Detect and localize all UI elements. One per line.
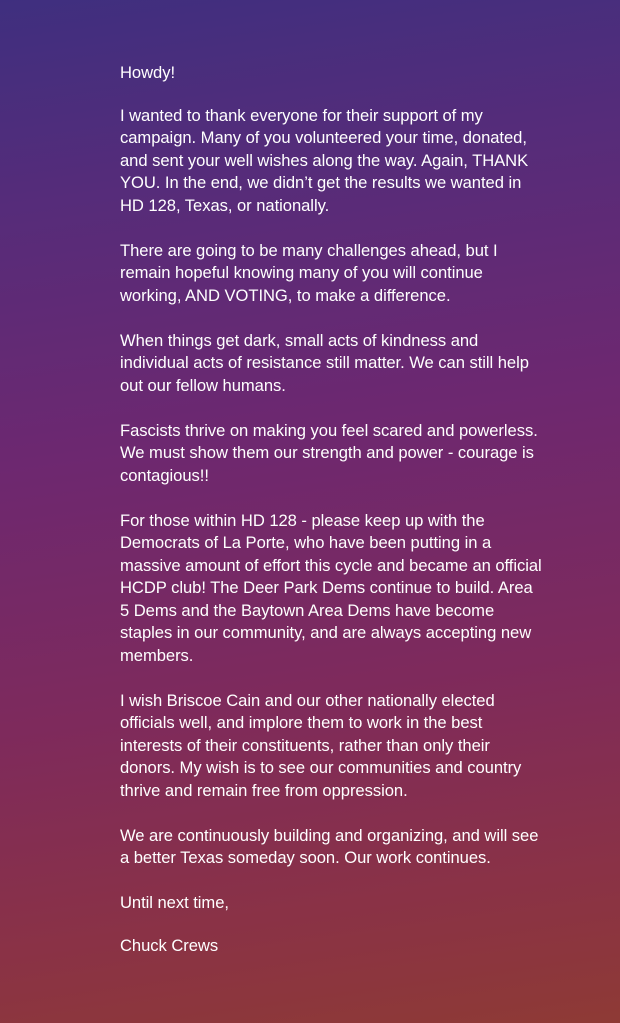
letter-body [120,62,545,980]
signature: Chuck Crews [120,935,219,955]
paragraph-local-groups: For those within HD 128 - please keep up with the Democrats of La Porte, who have been putting in a massive amount of effort this cycle and became an official HCDP club! The Deer Park Dems continue to build. Area 5 Dems and the Baytown Area Dems have become staples in our community, and are always accepting new members. [120,510,542,665]
greeting: Howdy! [120,63,176,82]
closing: Until next time, [120,893,229,912]
paragraph-courage: Fascists thrive on making you feel scared and powerless. We must show them our strength and power - courage is contagious!! [120,420,538,485]
paragraph-continues: We are continuously building and organizing, and will see a better Texas someday soon. Our work continues. [120,825,539,867]
paragraph-officials: I wish Briscoe Cain and our other nationally elected officials well, and implore them to work in the best interests of their constituents, rather than only their donors. My wish is to see our communities and country thrive and remain free from oppression. [120,690,522,800]
paragraph-thanks: I wanted to thank everyone for their support of my campaign. Many of you volunteered your time, donated, and sent your well wishes along the way. Again, THANK YOU. In the end, we didn’t get the results we wanted in HD 128, Texas, or nationally. [120,105,529,215]
paragraph-challenges: There are going to be many challenges ahead, but I remain hopeful knowing many of you will continue working, AND VOTING, to make a difference. [120,240,498,305]
paragraph-kindness: When things get dark, small acts of kindness and individual acts of resistance still matter. We can still help out our fellow humans. [120,330,529,395]
